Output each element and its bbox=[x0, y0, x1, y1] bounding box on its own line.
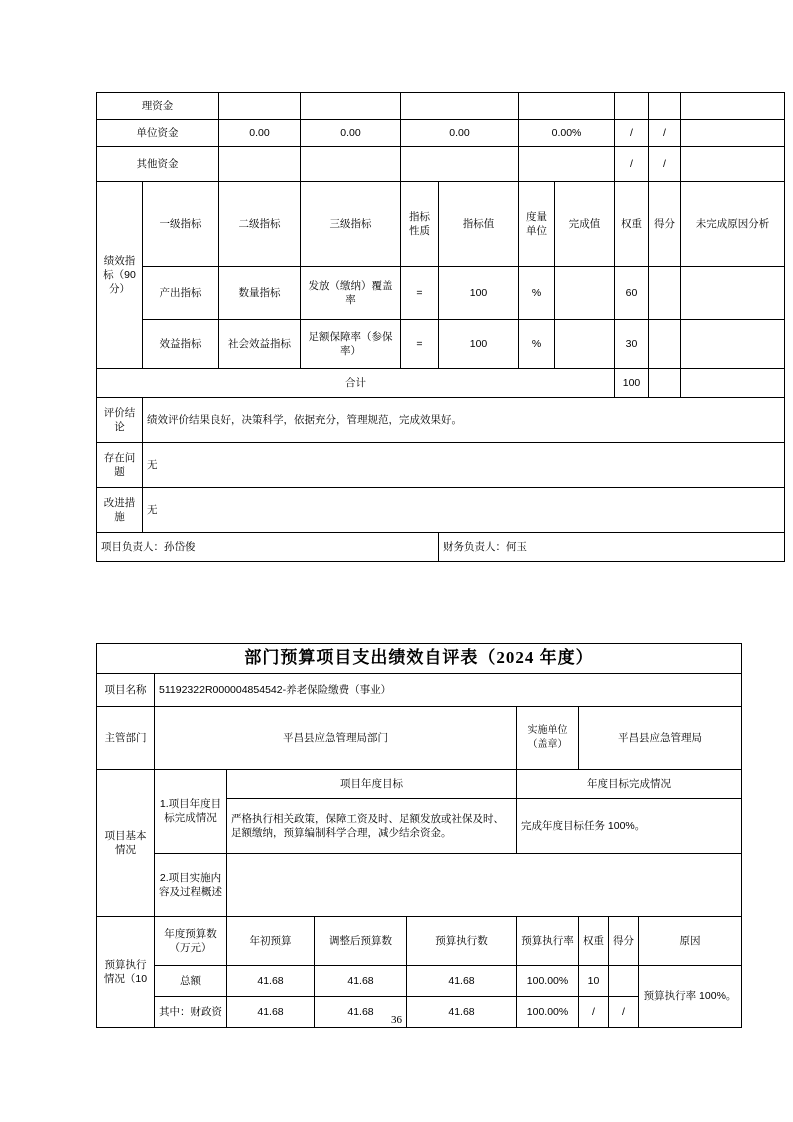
goal-text: 严格执行相关政策，保障工资及时、足额发放或社保及时、足额缴纳，预算编制科学合理，减少结余资金。 bbox=[227, 798, 517, 853]
table-row bbox=[97, 673, 742, 706]
table-row bbox=[97, 267, 785, 320]
cell-qita-4 bbox=[519, 147, 615, 182]
budget-header-adjusted: 调整后预算数 bbox=[315, 916, 407, 965]
signer-project: 项目负责人：孙岱俊 bbox=[97, 533, 439, 562]
conclusion-text: 绩效评价结果良好，决策科学，依据充分，管理规范，完成效果好。 bbox=[143, 398, 785, 443]
page-number: 36 bbox=[391, 1014, 402, 1026]
cell-lizijin-2 bbox=[301, 93, 401, 120]
signer-finance: 财务负责人：何玉 bbox=[439, 533, 785, 562]
perf-row-1-level1: 效益指标 bbox=[143, 320, 219, 369]
improve-text: 无 bbox=[143, 488, 785, 533]
table-row-total bbox=[97, 369, 785, 398]
project-name-value: 51192322R000004854542-养老保险缴费（事业） bbox=[155, 673, 742, 706]
table-row-problems bbox=[97, 443, 785, 488]
total-score bbox=[649, 369, 681, 398]
total-reason bbox=[681, 369, 785, 398]
perf-row-0-level3: 发放（缴纳）覆盖率 bbox=[301, 267, 401, 320]
perf-row-0-reason bbox=[681, 267, 785, 320]
cell-danwei-3: 0.00 bbox=[401, 120, 519, 147]
cell-qita-3 bbox=[401, 147, 519, 182]
goal-header: 项目年度目标 bbox=[227, 769, 517, 798]
problems-text: 无 bbox=[143, 443, 785, 488]
cell-lizijin-1 bbox=[219, 93, 301, 120]
header-reason: 未完成原因分析 bbox=[681, 182, 785, 267]
header-done: 完成值 bbox=[555, 182, 615, 267]
cell-qita-6: / bbox=[649, 147, 681, 182]
budget-row-0-label: 总额 bbox=[155, 965, 227, 996]
table-row bbox=[97, 320, 785, 369]
improve-label: 改进措施 bbox=[97, 488, 143, 533]
table-row-header bbox=[97, 916, 742, 965]
header-value: 指标值 bbox=[439, 182, 519, 267]
table-row bbox=[97, 120, 785, 147]
budget-header-year: 年度预算数（万元） bbox=[155, 916, 227, 965]
table-row bbox=[97, 147, 785, 182]
page-title: 部门预算项目支出绩效自评表（2024 年度） bbox=[97, 644, 742, 674]
perf-row-0-weight: 60 bbox=[615, 267, 649, 320]
budget-header-reason: 原因 bbox=[639, 916, 742, 965]
performance-evaluation-table-continued bbox=[96, 92, 785, 562]
table-row-signers bbox=[97, 533, 785, 562]
cell-lizijin-4 bbox=[519, 93, 615, 120]
cell-danwei-7 bbox=[681, 120, 785, 147]
total-label: 合计 bbox=[97, 369, 615, 398]
basic-side-label: 项目基本情况 bbox=[97, 769, 155, 916]
row-label-danwei: 单位资金 bbox=[97, 120, 219, 147]
department-value: 平昌县应急管理局部门 bbox=[155, 706, 517, 769]
cell-qita-1 bbox=[219, 147, 301, 182]
budget-side-label: 预算执行情况（10 bbox=[97, 916, 155, 1027]
budget-row-1-label: 其中：财政资 bbox=[155, 996, 227, 1027]
header-level1: 一级指标 bbox=[143, 182, 219, 267]
budget-row-1-adjusted: 41.68 bbox=[315, 996, 407, 1027]
budget-header-executed: 预算执行数 bbox=[407, 916, 517, 965]
perf-row-0-score bbox=[649, 267, 681, 320]
budget-row-0-weight: 10 bbox=[579, 965, 609, 996]
performance-evaluation-table-2024 bbox=[96, 643, 742, 1028]
perf-row-0-level1: 产出指标 bbox=[143, 267, 219, 320]
cell-danwei-1: 0.00 bbox=[219, 120, 301, 147]
perf-row-1-reason bbox=[681, 320, 785, 369]
cell-lizijin-5 bbox=[615, 93, 649, 120]
project-name-label: 项目名称 bbox=[97, 673, 155, 706]
total-weight: 100 bbox=[615, 369, 649, 398]
perf-side-label: 绩效指标（90分） bbox=[97, 182, 143, 369]
table-row-header bbox=[97, 769, 742, 798]
perf-row-1-weight: 30 bbox=[615, 320, 649, 369]
basic-row2-label: 2.项目实施内容及过程概述 bbox=[155, 853, 227, 916]
row-label-qita: 其他资金 bbox=[97, 147, 219, 182]
perf-row-1-level3: 足额保障率（参保率） bbox=[301, 320, 401, 369]
header-score: 得分 bbox=[649, 182, 681, 267]
budget-row-0-initial: 41.68 bbox=[227, 965, 315, 996]
perf-row-0-nature: = bbox=[401, 267, 439, 320]
budget-row-1-initial: 41.68 bbox=[227, 996, 315, 1027]
cell-qita-7 bbox=[681, 147, 785, 182]
budget-row-1-executed: 41.68 bbox=[407, 996, 517, 1027]
basic-row2-text bbox=[227, 853, 742, 916]
budget-row-0-rate: 100.00% bbox=[517, 965, 579, 996]
result-header: 年度目标完成情况 bbox=[517, 769, 742, 798]
budget-row-0-score bbox=[609, 965, 639, 996]
budget-header-rate: 预算执行率 bbox=[517, 916, 579, 965]
perf-row-1-value: 100 bbox=[439, 320, 519, 369]
header-unit: 度量单位 bbox=[519, 182, 555, 267]
cell-danwei-5: / bbox=[615, 120, 649, 147]
perf-row-0-value: 100 bbox=[439, 267, 519, 320]
cell-qita-2 bbox=[301, 147, 401, 182]
result-text: 完成年度目标任务 100%。 bbox=[517, 798, 742, 853]
row-label-lizijin: 理资金 bbox=[97, 93, 219, 120]
perf-row-1-score bbox=[649, 320, 681, 369]
implement-unit-label: 实施单位（盖章） bbox=[517, 706, 579, 769]
table-row bbox=[97, 93, 785, 120]
table-row-header bbox=[97, 182, 785, 267]
cell-danwei-2: 0.00 bbox=[301, 120, 401, 147]
budget-row-0-adjusted: 41.68 bbox=[315, 965, 407, 996]
cell-lizijin-6 bbox=[649, 93, 681, 120]
perf-row-0-level2: 数量指标 bbox=[219, 267, 301, 320]
perf-row-1-nature: = bbox=[401, 320, 439, 369]
header-nature: 指标性质 bbox=[401, 182, 439, 267]
problems-label: 存在问题 bbox=[97, 443, 143, 488]
conclusion-label: 评价结论 bbox=[97, 398, 143, 443]
table-row bbox=[97, 706, 742, 769]
budget-row-1-weight: / bbox=[579, 996, 609, 1027]
perf-row-0-unit: % bbox=[519, 267, 555, 320]
perf-row-1-unit: % bbox=[519, 320, 555, 369]
budget-row-1-score: / bbox=[609, 996, 639, 1027]
perf-row-0-done bbox=[555, 267, 615, 320]
header-level3: 三级指标 bbox=[301, 182, 401, 267]
table-row-improve bbox=[97, 488, 785, 533]
cell-danwei-4: 0.00% bbox=[519, 120, 615, 147]
cell-qita-5: / bbox=[615, 147, 649, 182]
budget-header-initial: 年初预算 bbox=[227, 916, 315, 965]
table-row-conclusion bbox=[97, 398, 785, 443]
cell-lizijin-7 bbox=[681, 93, 785, 120]
budget-header-weight: 权重 bbox=[579, 916, 609, 965]
perf-row-1-level2: 社会效益指标 bbox=[219, 320, 301, 369]
budget-row-0-executed: 41.68 bbox=[407, 965, 517, 996]
cell-danwei-6: / bbox=[649, 120, 681, 147]
header-weight: 权重 bbox=[615, 182, 649, 267]
perf-row-1-done bbox=[555, 320, 615, 369]
table-row-title bbox=[97, 644, 742, 674]
cell-lizijin-3 bbox=[401, 93, 519, 120]
header-level2: 二级指标 bbox=[219, 182, 301, 267]
department-label: 主管部门 bbox=[97, 706, 155, 769]
implement-unit-value: 平昌县应急管理局 bbox=[579, 706, 742, 769]
budget-row-1-rate: 100.00% bbox=[517, 996, 579, 1027]
budget-reason: 预算执行率 100%。 bbox=[639, 965, 742, 1027]
budget-header-score: 得分 bbox=[609, 916, 639, 965]
table-row bbox=[97, 965, 742, 996]
basic-row1-label: 1.项目年度目标完成情况 bbox=[155, 769, 227, 853]
